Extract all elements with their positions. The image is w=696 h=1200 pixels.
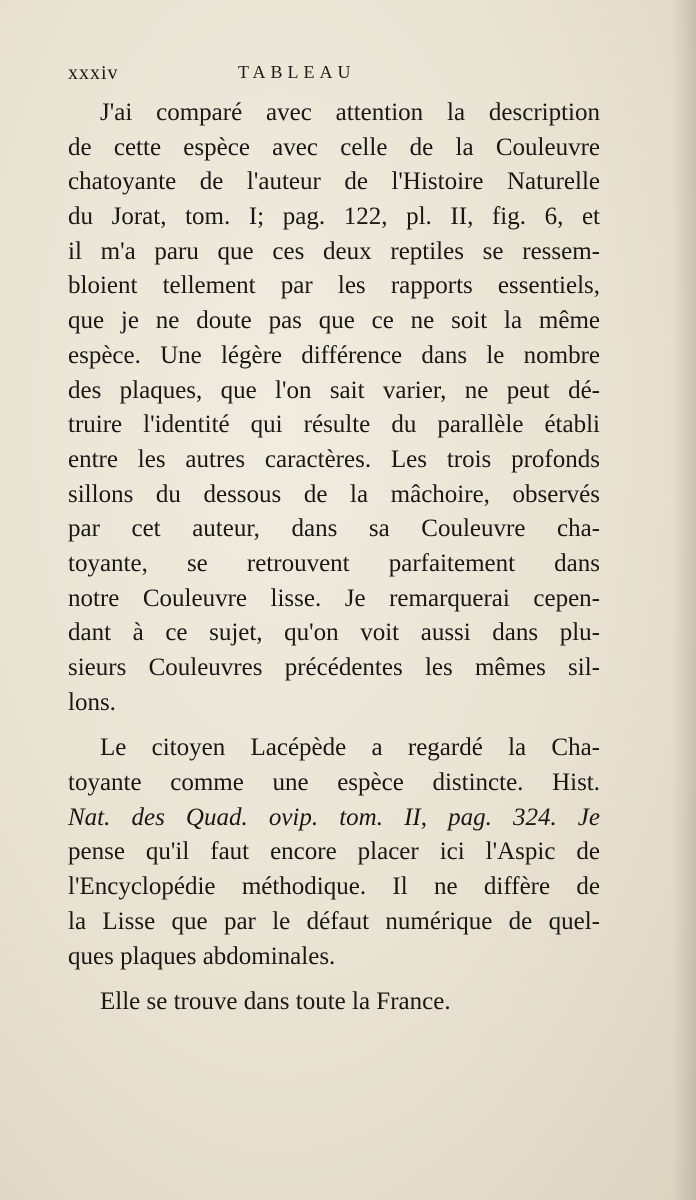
text-line: sieurs Couleuvres précédentes les mêmes sil- <box>68 654 600 681</box>
text-line: pense qu'il faut encore placer ici l'Aspic de <box>68 838 600 866</box>
text-line: l'Encyclopédie méthodique. Il ne diffère de <box>68 873 600 901</box>
text-line: que je ne doute pas que ce ne soit la même <box>68 307 600 335</box>
text-line: de cette espèce avec celle de la Couleuvre <box>68 133 600 161</box>
text-line: toyante, se retrouvent parfaitement dans <box>68 549 600 577</box>
text-line: du Jorat, tom. I; pag. 122, pl. II, fig. 6, et <box>68 203 600 231</box>
text-line: par cet auteur, dans sa Couleuvre cha- <box>68 515 600 543</box>
text-line: J'ai comparé avec attention la description <box>100 99 600 126</box>
text-line: la Lisse que par le défaut numérique de quel- <box>68 907 600 935</box>
page-edge-shadow <box>672 0 696 1200</box>
text-line: des plaques, que l'on sait varier, ne peut dé- <box>68 376 600 404</box>
text-line: dant à ce sujet, qu'on voit aussi dans plu- <box>68 619 600 647</box>
text-line: chatoyante de l'auteur de l'Histoire Naturelle <box>68 168 600 196</box>
text-line: lons. <box>68 688 116 716</box>
text-line: ques plaques abdominales. <box>68 942 336 970</box>
text-line-italic-ref: toyante comme une espèce distincte. Hist. <box>68 769 600 797</box>
text-line: sillons du dessous de la mâchoire, observés <box>68 480 600 508</box>
text-line: espèce. Une légère différence dans le nombre <box>68 341 600 369</box>
text-line: entre les autres caractères. Les trois profonds <box>68 445 600 473</box>
text-line: notre Couleuvre lisse. Je remarquerai cepen- <box>68 584 600 612</box>
text-line: truire l'identité qui résulte du parallèle établi <box>68 411 600 439</box>
running-title: TABLEAU <box>238 62 356 82</box>
body-text <box>68 96 600 1020</box>
text-line: Le citoyen Lacépède a regardé la Cha- <box>100 734 600 762</box>
text-line: il m'a paru que ces deux reptiles se ressem- <box>68 237 600 265</box>
page-header <box>68 62 628 88</box>
text-line: Elle se trouve dans toute la France. <box>100 988 451 1016</box>
text-line-italic-ref: Nat. des Quad. ovip. tom. II, pag. 324. Je <box>68 803 600 831</box>
text-line: bloient tellement par les rapports essentiels, <box>68 272 600 300</box>
page-number: xxxiv <box>68 62 119 84</box>
